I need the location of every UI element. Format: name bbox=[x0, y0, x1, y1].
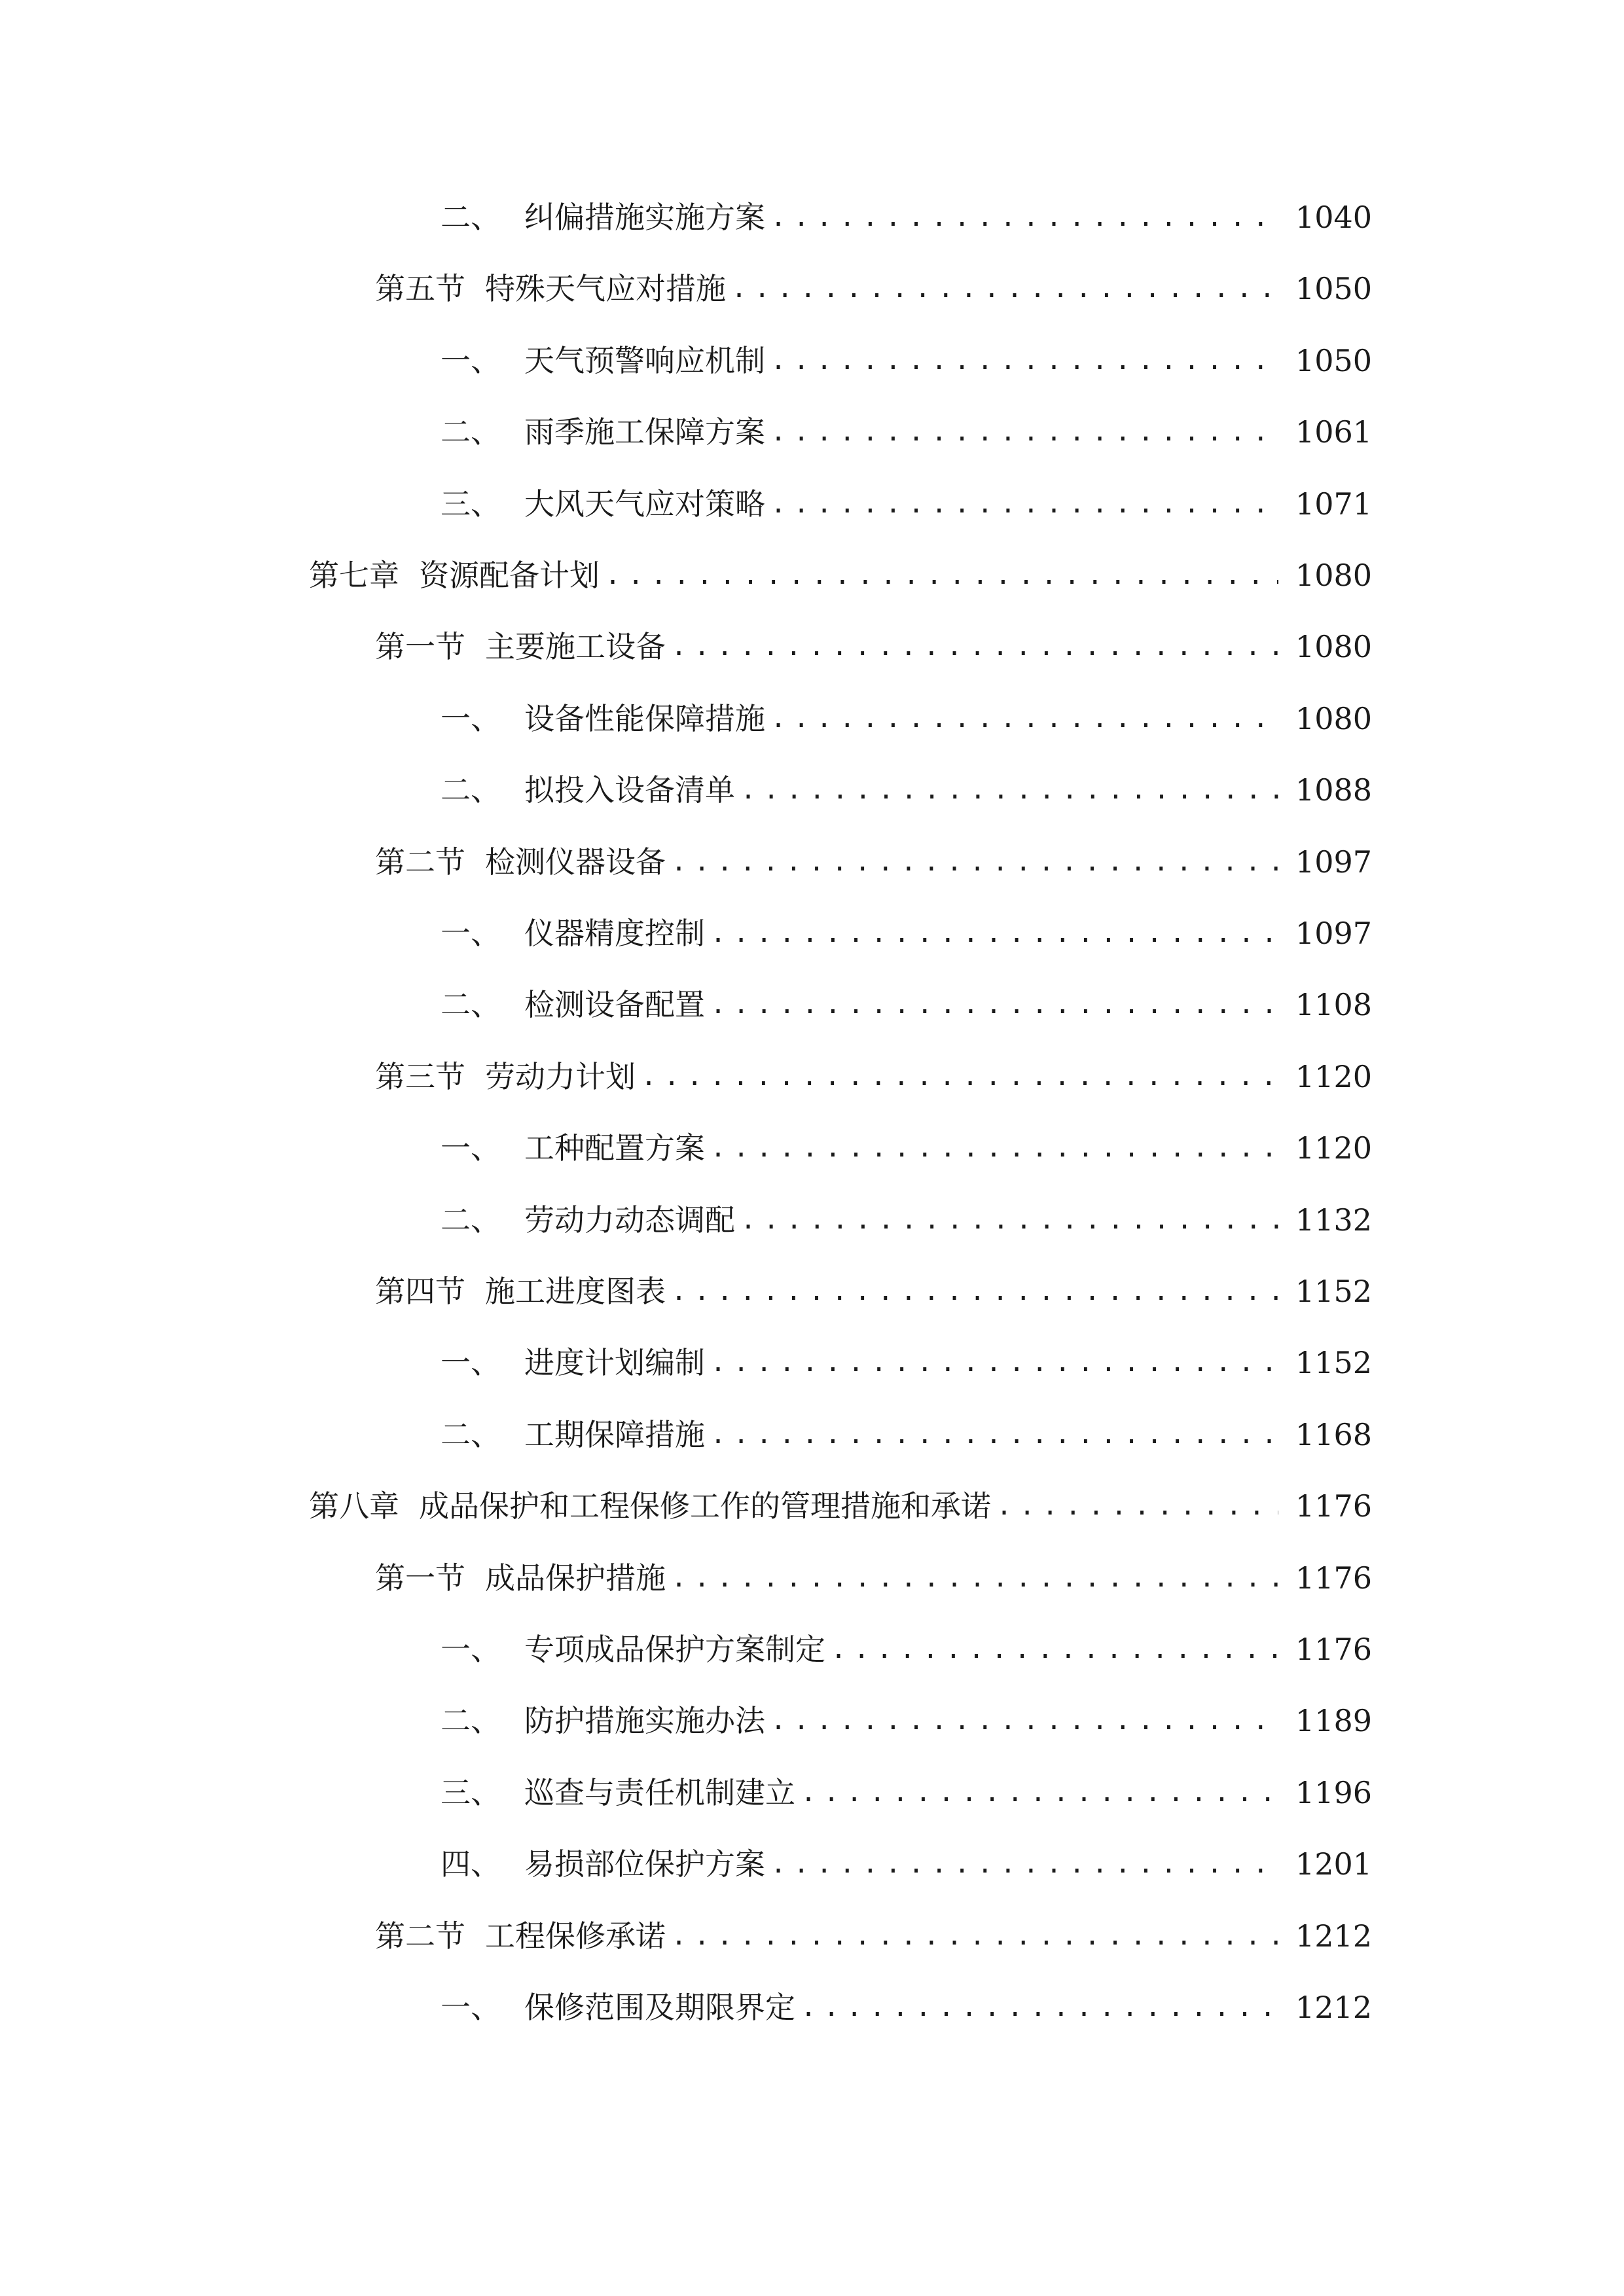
toc-dot-leader bbox=[671, 1552, 1278, 1604]
toc-dot-leader bbox=[770, 478, 1278, 530]
toc-entry-number: 第四节 bbox=[375, 1274, 465, 1309]
toc-entry-page: 1189 bbox=[1295, 1703, 1372, 1738]
toc-dot-leader bbox=[641, 1050, 1278, 1103]
toc-dot-leader bbox=[605, 549, 1278, 601]
toc-entry[interactable] bbox=[441, 1838, 1372, 1890]
toc-entry[interactable] bbox=[375, 262, 1372, 315]
toc-entry-number: 一、 bbox=[441, 1130, 501, 1166]
toc-entry-page: 1212 bbox=[1295, 1990, 1372, 2025]
toc-entry-page: 1176 bbox=[1295, 1560, 1372, 1596]
toc-dot-leader bbox=[770, 406, 1278, 458]
toc-entry-title: 特殊天气应对措施 bbox=[485, 271, 726, 306]
toc-entry-title: 进度计划编制 bbox=[524, 1345, 705, 1380]
toc-entry[interactable] bbox=[441, 406, 1372, 458]
toc-entry-number: 第五节 bbox=[375, 271, 465, 306]
toc-entry-page: 1176 bbox=[1295, 1632, 1372, 1667]
toc-entry-title: 施工进度图表 bbox=[485, 1274, 666, 1309]
toc-dot-leader bbox=[710, 978, 1278, 1031]
toc-entry-title: 巡查与责任机制建立 bbox=[524, 1775, 795, 1810]
toc-dot-leader bbox=[770, 334, 1278, 387]
toc-entry[interactable] bbox=[375, 1910, 1372, 1962]
toc-entry-title: 纠偏措施实施方案 bbox=[524, 200, 765, 235]
toc-entry-title: 天气预警响应机制 bbox=[524, 343, 765, 378]
toc-entry[interactable] bbox=[441, 191, 1372, 243]
toc-entry-number: 第二节 bbox=[375, 844, 465, 880]
toc-entry-title: 专项成品保护方案制定 bbox=[524, 1632, 825, 1667]
toc-entry-title: 保修范围及期限界定 bbox=[524, 1990, 795, 2025]
toc-entry-title: 设备性能保障措施 bbox=[524, 701, 765, 736]
toc-entry-title: 成品保护措施 bbox=[485, 1560, 666, 1596]
toc-entry-number: 二、 bbox=[441, 1703, 501, 1738]
toc-entry-page: 1132 bbox=[1295, 1202, 1372, 1238]
toc-entry-number: 第八章 bbox=[309, 1488, 399, 1524]
toc-dot-leader bbox=[801, 1767, 1278, 1819]
toc-entry[interactable] bbox=[441, 692, 1372, 745]
toc-entry-page: 1050 bbox=[1295, 271, 1372, 306]
toc-entry[interactable] bbox=[309, 549, 1372, 601]
toc-entry-page: 1108 bbox=[1295, 987, 1372, 1022]
toc-entry-page: 1050 bbox=[1295, 343, 1372, 378]
toc-dot-leader bbox=[996, 1480, 1278, 1532]
toc-entry-title: 检测仪器设备 bbox=[485, 844, 666, 880]
toc-entry[interactable] bbox=[441, 1623, 1372, 1676]
toc-entry-page: 1080 bbox=[1295, 558, 1372, 593]
toc-dot-leader bbox=[770, 692, 1278, 745]
toc-entry-title: 检测设备配置 bbox=[524, 987, 705, 1022]
toc-entry-page: 1097 bbox=[1295, 844, 1372, 880]
toc-entry-title: 劳动力动态调配 bbox=[524, 1202, 735, 1238]
toc-entry[interactable] bbox=[441, 1122, 1372, 1174]
toc-entry[interactable] bbox=[375, 620, 1372, 673]
toc-dot-leader bbox=[671, 620, 1278, 673]
toc-entry-title: 劳动力计划 bbox=[485, 1059, 636, 1094]
toc-entry[interactable] bbox=[375, 836, 1372, 888]
toc-entry-number: 一、 bbox=[441, 1345, 501, 1380]
toc-entry[interactable] bbox=[441, 1695, 1372, 1747]
toc-entry-number: 二、 bbox=[441, 772, 501, 808]
toc-entry-number: 三、 bbox=[441, 486, 501, 522]
toc-entry-page: 1212 bbox=[1295, 1918, 1372, 1954]
toc-entry[interactable] bbox=[441, 334, 1372, 387]
toc-dot-leader bbox=[740, 764, 1278, 816]
toc-entry-number: 三、 bbox=[441, 1775, 501, 1810]
toc-dot-leader bbox=[770, 1695, 1278, 1747]
toc-dot-leader bbox=[710, 1122, 1278, 1174]
toc-entry-title: 工程保修承诺 bbox=[485, 1918, 666, 1954]
toc-entry-page: 1196 bbox=[1295, 1775, 1372, 1810]
toc-dot-leader bbox=[671, 1910, 1278, 1962]
toc-entry[interactable] bbox=[441, 1336, 1372, 1389]
toc-entry-number: 第二节 bbox=[375, 1918, 465, 1954]
toc-dot-leader bbox=[671, 1265, 1278, 1318]
toc-entry-page: 1152 bbox=[1295, 1345, 1372, 1380]
toc-entry[interactable] bbox=[441, 1194, 1372, 1246]
toc-entry-page: 1152 bbox=[1295, 1274, 1372, 1309]
toc-entry-number: 一、 bbox=[441, 1990, 501, 2025]
toc-entry[interactable] bbox=[441, 1981, 1372, 2034]
toc-entry-page: 1168 bbox=[1295, 1417, 1372, 1452]
toc-entry-page: 1061 bbox=[1295, 414, 1372, 450]
toc-entry-title: 大风天气应对策略 bbox=[524, 486, 765, 522]
toc-entry-page: 1040 bbox=[1295, 200, 1372, 235]
toc-entry-number: 一、 bbox=[441, 1632, 501, 1667]
toc-entry-page: 1080 bbox=[1295, 629, 1372, 664]
toc-entry-number: 第一节 bbox=[375, 1560, 465, 1596]
toc-entry-title: 工期保障措施 bbox=[524, 1417, 705, 1452]
toc-entry[interactable] bbox=[441, 1767, 1372, 1819]
toc-dot-leader bbox=[831, 1623, 1278, 1676]
toc-dot-leader bbox=[710, 907, 1278, 960]
toc-entry-page: 1176 bbox=[1295, 1488, 1372, 1524]
toc-entry-number: 二、 bbox=[441, 1417, 501, 1452]
toc-entry-title: 易损部位保护方案 bbox=[524, 1846, 765, 1882]
toc-entry[interactable] bbox=[309, 1480, 1372, 1532]
toc-entry-page: 1120 bbox=[1295, 1130, 1372, 1166]
toc-entry[interactable] bbox=[375, 1050, 1372, 1103]
toc-entry-number: 二、 bbox=[441, 200, 501, 235]
toc-dot-leader bbox=[731, 262, 1278, 315]
toc-entry[interactable] bbox=[375, 1265, 1372, 1318]
toc-entry-page: 1088 bbox=[1295, 772, 1372, 808]
toc-entry[interactable] bbox=[441, 978, 1372, 1031]
toc-entry-title: 主要施工设备 bbox=[485, 629, 666, 664]
toc-entry-title: 雨季施工保障方案 bbox=[524, 414, 765, 450]
toc-entry-number: 二、 bbox=[441, 414, 501, 450]
toc-entry-page: 1080 bbox=[1295, 701, 1372, 736]
toc-entry-title: 资源配备计划 bbox=[419, 558, 600, 593]
toc-entry-number: 一、 bbox=[441, 916, 501, 951]
toc-entry[interactable] bbox=[441, 478, 1372, 530]
toc-entry-page: 1097 bbox=[1295, 916, 1372, 951]
toc-dot-leader bbox=[740, 1194, 1278, 1246]
toc-entry-number: 二、 bbox=[441, 1202, 501, 1238]
toc-entry-title: 成品保护和工程保修工作的管理措施和承诺 bbox=[419, 1488, 991, 1524]
toc-entry-number: 二、 bbox=[441, 987, 501, 1022]
toc-entry[interactable] bbox=[375, 1552, 1372, 1604]
toc-entry-number: 第三节 bbox=[375, 1059, 465, 1094]
toc-entry[interactable] bbox=[441, 1408, 1372, 1461]
toc-entry-number: 一、 bbox=[441, 701, 501, 736]
toc-entry-title: 拟投入设备清单 bbox=[524, 772, 735, 808]
toc-entry[interactable] bbox=[441, 907, 1372, 960]
toc-entry-title: 仪器精度控制 bbox=[524, 916, 705, 951]
toc-dot-leader bbox=[710, 1336, 1278, 1389]
toc-entry-page: 1201 bbox=[1295, 1846, 1372, 1882]
toc-entry-page: 1120 bbox=[1295, 1059, 1372, 1094]
toc-dot-leader bbox=[801, 1981, 1278, 2034]
toc-entry-title: 防护措施实施办法 bbox=[524, 1703, 765, 1738]
toc-entry-number: 一、 bbox=[441, 343, 501, 378]
toc-entry-page: 1071 bbox=[1295, 486, 1372, 522]
toc-entry-number: 四、 bbox=[441, 1846, 501, 1882]
toc-dot-leader bbox=[770, 191, 1278, 243]
toc-entry-number: 第一节 bbox=[375, 629, 465, 664]
toc-dot-leader bbox=[710, 1408, 1278, 1461]
toc-dot-leader bbox=[671, 836, 1278, 888]
toc-entry[interactable] bbox=[441, 764, 1372, 816]
toc-entry-title: 工种配置方案 bbox=[524, 1130, 705, 1166]
toc-entry-number: 第七章 bbox=[309, 558, 399, 593]
toc-dot-leader bbox=[770, 1838, 1278, 1890]
